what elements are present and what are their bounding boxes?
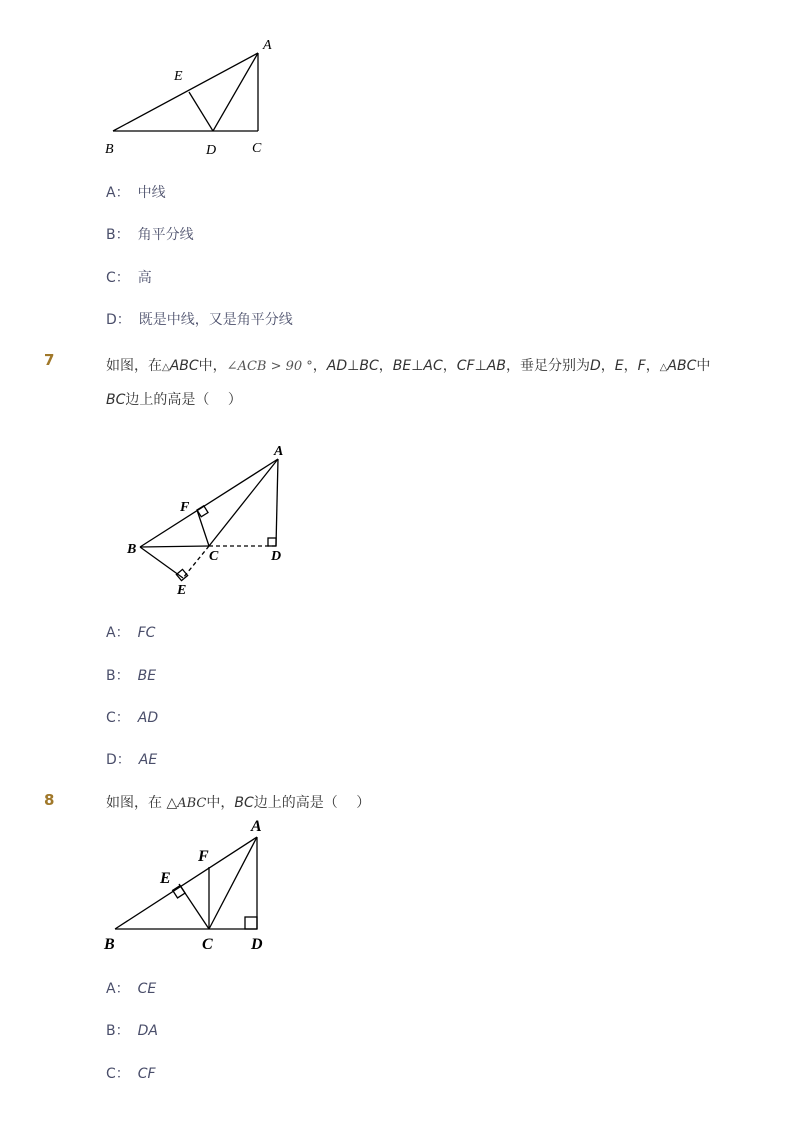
prev-option-c[interactable] <box>106 267 152 287</box>
label-f: F <box>180 500 190 515</box>
option-text: 既是中线，又是角平分线 <box>138 312 293 328</box>
label-b: B <box>127 542 137 557</box>
label-d: D <box>271 549 282 564</box>
segment-bc <box>140 546 209 547</box>
question-7-line-2: BC边上的高是（ ） <box>106 392 242 408</box>
prev-option-a[interactable] <box>106 182 166 202</box>
q8-option-c[interactable] <box>106 1063 156 1083</box>
segment-ad <box>276 459 278 546</box>
option-letter: C： <box>106 1066 130 1082</box>
option-text: CE <box>137 981 157 997</box>
q7-option-b[interactable] <box>106 665 156 685</box>
q7-option-d[interactable] <box>106 749 157 769</box>
label-e: E <box>177 583 187 598</box>
triangle-symbol: △ <box>659 362 668 373</box>
option-text: 高 <box>137 270 152 286</box>
option-letter: B： <box>106 668 130 684</box>
angle-condition: ∠ACB > 90 ° <box>226 359 313 374</box>
option-text: DA <box>137 1023 158 1039</box>
q7-option-c[interactable] <box>106 707 158 727</box>
prev-option-b[interactable] <box>106 224 194 244</box>
question-7-line-1: 如图，在△ABC中，∠ACB > 90 °，AD⊥BC，BE⊥AC，CF⊥AB，垂足分别为D，E，F，△ABC中 <box>106 358 711 374</box>
option-letter: A： <box>106 981 130 997</box>
segment-ca <box>209 837 257 929</box>
label-b: B <box>105 142 114 157</box>
option-text: 角平分线 <box>137 227 194 243</box>
option-letter: A： <box>106 625 130 641</box>
question-8-line-1: 如图，在 △ABC中，BC边上的高是（ ） <box>106 795 371 811</box>
option-letter: A： <box>106 185 130 201</box>
figure-prev-triangle <box>100 35 290 165</box>
option-letter: C： <box>106 710 130 726</box>
label-a: A <box>274 444 284 459</box>
option-text: 中线 <box>137 185 166 201</box>
figure-q8-triangle <box>100 812 280 957</box>
option-letter: D： <box>106 752 131 768</box>
option-letter: D： <box>106 312 131 328</box>
segment-be <box>140 547 183 578</box>
option-text: AD <box>137 710 159 726</box>
segment-ba <box>140 459 278 547</box>
triangle-symbol: △ <box>162 362 170 373</box>
right-angle-mark-d <box>245 917 257 929</box>
question-number-8: 8 <box>44 791 55 809</box>
option-letter: B： <box>106 1023 130 1039</box>
label-a: A <box>251 818 262 835</box>
option-letter: B： <box>106 227 130 243</box>
q8-option-b[interactable] <box>106 1020 158 1040</box>
segment-ca <box>209 459 278 546</box>
label-f: F <box>198 848 209 865</box>
question-number-7: 7 <box>44 351 55 369</box>
option-text: CF <box>137 1066 156 1082</box>
option-text: AE <box>138 752 158 768</box>
option-text: BE <box>137 668 157 684</box>
segment-ba <box>115 837 257 929</box>
label-e: E <box>160 870 171 887</box>
label-c: C <box>209 549 219 564</box>
right-angle-mark-d <box>268 538 276 546</box>
triangle-symbol: △ <box>166 795 178 811</box>
option-letter: C： <box>106 270 130 286</box>
segment-ed <box>189 92 213 131</box>
figure-q7-triangle <box>120 440 300 605</box>
q8-option-a[interactable] <box>106 978 156 998</box>
q7-option-a[interactable] <box>106 622 155 642</box>
segment-ce-dashed <box>183 546 209 578</box>
option-text: FC <box>137 625 156 641</box>
label-d: D <box>251 936 263 953</box>
label-e: E <box>174 69 183 84</box>
label-a: A <box>263 38 272 53</box>
label-d: D <box>206 143 217 158</box>
label-c: C <box>252 141 262 156</box>
prev-option-d[interactable] <box>106 309 293 329</box>
label-c: C <box>202 936 213 953</box>
label-b: B <box>104 936 115 953</box>
